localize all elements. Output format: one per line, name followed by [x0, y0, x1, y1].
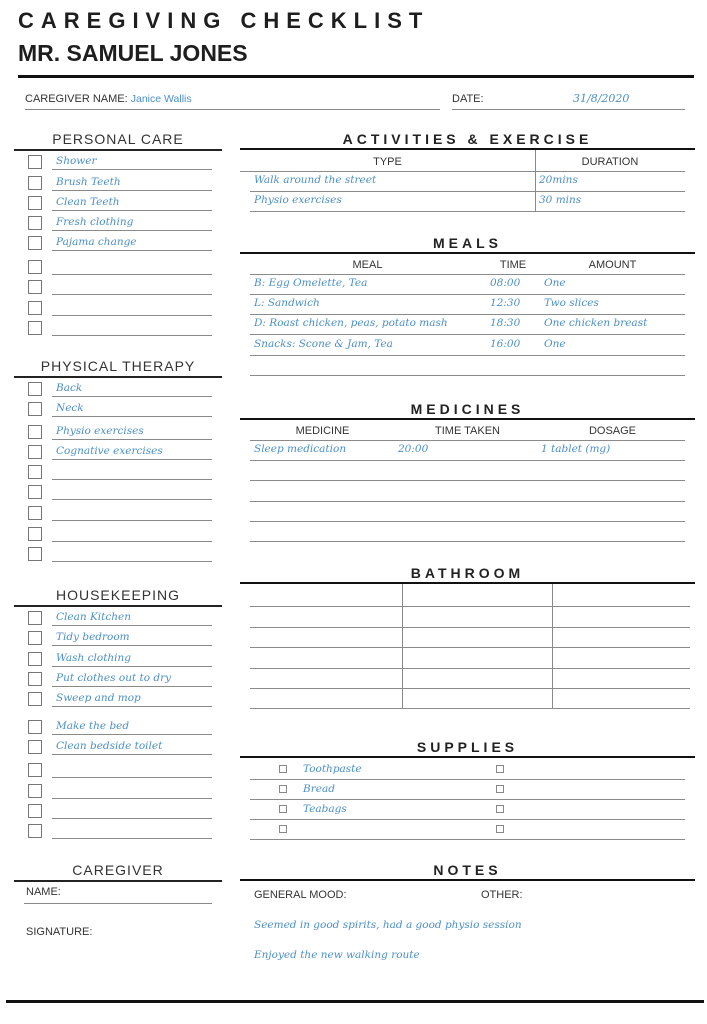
medicine-row-line: [250, 501, 685, 502]
meal-amount-cell[interactable]: One chicken breast: [544, 317, 648, 329]
housekeeping-checkbox[interactable]: [28, 692, 42, 706]
activity-type-cell[interactable]: Physio exercises: [254, 194, 342, 206]
bathroom-row-line: [250, 647, 690, 648]
physical-therapy-checkbox[interactable]: [28, 445, 42, 459]
housekeeping-item-line: [52, 838, 212, 839]
meal-row-line: [250, 375, 685, 376]
meal-row-line: [250, 294, 685, 295]
physical-therapy-item-line: [52, 499, 212, 500]
supply-item-label: Toothpaste: [303, 763, 362, 775]
footer-divider: [6, 1000, 704, 1003]
bathroom-title: BATHROOM: [410, 565, 525, 581]
physical-therapy-checkbox[interactable]: [28, 506, 42, 520]
meals-meal-header: MEAL: [352, 259, 383, 271]
personal-care-checkbox[interactable]: [28, 155, 42, 169]
activities-duration-header: DURATION: [581, 156, 639, 168]
housekeeping-item-line: [52, 754, 212, 755]
other-label: OTHER:: [481, 889, 523, 901]
personal-care-item-line: [52, 315, 212, 316]
personal-care-item-line: [52, 274, 212, 275]
supply-checkbox[interactable]: [279, 785, 287, 793]
personal-care-checkbox[interactable]: [28, 280, 42, 294]
supply-row-line: [250, 819, 685, 820]
housekeeping-item-label: Make the bed: [56, 720, 130, 732]
personal-care-item-line: [52, 335, 212, 336]
meal-time-cell[interactable]: 18:30: [490, 317, 521, 329]
medicine-row-line: [250, 460, 685, 461]
meal-time-cell[interactable]: 08:00: [490, 277, 521, 289]
meal-amount-cell[interactable]: Two slices: [544, 297, 599, 309]
caregiver-name-line: [25, 109, 440, 110]
page-title: CAREGIVING CHECKLIST: [18, 8, 430, 33]
housekeeping-checkbox[interactable]: [28, 672, 42, 686]
personal-care-checkbox[interactable]: [28, 176, 42, 190]
meals-time-header: TIME: [499, 259, 527, 271]
housekeeping-checkbox[interactable]: [28, 631, 42, 645]
personal-care-rule: [14, 149, 222, 151]
bathroom-row-line: [250, 668, 690, 669]
supply-checkbox[interactable]: [279, 825, 287, 833]
personal-care-checkbox[interactable]: [28, 216, 42, 230]
physical-therapy-item-line: [52, 416, 212, 417]
general-mood-label: GENERAL MOOD:: [254, 889, 347, 901]
signature-label: SIGNATURE:: [26, 926, 93, 938]
meal-amount-cell[interactable]: One: [544, 277, 566, 289]
personal-care-title: PERSONAL CARE: [52, 131, 184, 147]
supply-checkbox[interactable]: [496, 825, 504, 833]
housekeeping-checkbox[interactable]: [28, 652, 42, 666]
housekeeping-checkbox[interactable]: [28, 784, 42, 798]
housekeeping-item-label: Clean bedside toilet: [56, 740, 163, 752]
activity-type-cell[interactable]: Walk around the street: [254, 174, 377, 186]
activity-duration-cell[interactable]: 20mins: [539, 174, 578, 186]
supplies-title: SUPPLIES: [416, 739, 519, 755]
medicines-medicine-header: MEDICINE: [295, 425, 350, 437]
personal-care-item-label: Shower: [56, 155, 97, 167]
supply-row-line: [250, 799, 685, 800]
caregiver-name-label: CAREGIVER NAME: Janice Wallis: [25, 93, 192, 105]
meal-cell[interactable]: D: Roast chicken, peas, potato mash: [254, 317, 448, 329]
activity-row-line: [250, 191, 685, 192]
housekeeping-item-line: [52, 777, 212, 778]
physical-therapy-rule: [14, 376, 222, 378]
personal-care-item-label: Clean Teeth: [56, 196, 120, 208]
bathroom-row-line: [250, 606, 690, 607]
housekeeping-item-line: [52, 666, 212, 667]
date-line: [452, 109, 685, 110]
housekeeping-item-line: [52, 625, 212, 626]
supply-checkbox[interactable]: [279, 765, 287, 773]
date-label: DATE:: [452, 93, 484, 105]
personal-care-checkbox[interactable]: [28, 301, 42, 315]
housekeeping-item-label: Put clothes out to dry: [56, 672, 172, 684]
caregiver-rule: [14, 880, 222, 882]
housekeeping-item-line: [52, 645, 212, 646]
date-value[interactable]: 31/8/2020: [573, 92, 630, 105]
patient-name: MR. SAMUEL JONES: [18, 40, 248, 66]
housekeeping-item-line: [52, 706, 212, 707]
activities-type-header: TYPE: [373, 156, 402, 168]
medicines-dosage-header: DOSAGE: [588, 425, 637, 437]
physical-therapy-item-line: [52, 561, 212, 562]
personal-care-item-label: Fresh clothing: [56, 216, 134, 228]
personal-care-item-line: [52, 169, 212, 170]
bathroom-col-line: [552, 584, 553, 708]
physical-therapy-item-label: Back: [56, 382, 83, 394]
housekeeping-checkbox[interactable]: [28, 824, 42, 838]
physical-therapy-item-label: Neck: [56, 402, 84, 414]
meals-title: MEALS: [433, 235, 502, 251]
meal-time-cell[interactable]: 12:30: [490, 297, 521, 309]
physical-therapy-checkbox[interactable]: [28, 382, 42, 396]
physical-therapy-item-line: [52, 520, 212, 521]
housekeeping-checkbox[interactable]: [28, 740, 42, 754]
caregiver-name-value[interactable]: Janice Wallis: [130, 93, 192, 105]
activity-duration-cell[interactable]: 30 mins: [539, 194, 582, 206]
notes-line-1[interactable]: Seemed in good spirits, had a good physio session: [254, 919, 522, 931]
activities-col-divider: [535, 150, 536, 212]
bathroom-rule: [240, 582, 695, 584]
bathroom-row-line: [250, 688, 690, 689]
bathroom-row-line: [250, 708, 690, 709]
activities-header-line: [240, 171, 685, 172]
personal-care-item-line: [52, 250, 212, 251]
medicines-time-header: TIME TAKEN: [435, 425, 500, 437]
meal-amount-cell[interactable]: One: [544, 338, 566, 350]
physical-therapy-checkbox[interactable]: [28, 402, 42, 416]
supply-checkbox[interactable]: [279, 805, 287, 813]
caregiver-title: CAREGIVER: [72, 862, 164, 878]
housekeeping-title: HOUSEKEEPING: [55, 587, 181, 603]
housekeeping-item-line: [52, 818, 212, 819]
meals-amount-header: AMOUNT: [588, 259, 637, 271]
housekeeping-checkbox[interactable]: [28, 720, 42, 734]
notes-rule: [240, 879, 695, 881]
activity-row-line: [250, 211, 685, 212]
housekeeping-item-label: Wash clothing: [56, 652, 132, 664]
physical-therapy-item-line: [52, 541, 212, 542]
personal-care-checkbox[interactable]: [28, 196, 42, 210]
signoff-name-line[interactable]: [24, 903, 212, 904]
meal-row-line: [250, 314, 685, 315]
notes-line-2[interactable]: Enjoyed the new walking route: [254, 949, 420, 961]
physical-therapy-item-line: [52, 479, 212, 480]
supply-row-line: [250, 779, 685, 780]
housekeeping-item-line: [52, 734, 212, 735]
supplies-rule: [240, 756, 695, 758]
personal-care-item-line: [52, 190, 212, 191]
activities-title: ACTIVITIES & EXERCISE: [342, 131, 593, 147]
physical-therapy-checkbox[interactable]: [28, 527, 42, 541]
activities-rule: [240, 148, 695, 150]
signoff-name-label: NAME:: [26, 886, 61, 898]
personal-care-item-label: Pajama change: [56, 236, 137, 248]
meal-cell[interactable]: Snacks: Scone & Jam, Tea: [254, 338, 393, 350]
physical-therapy-checkbox[interactable]: [28, 547, 42, 561]
supply-checkbox[interactable]: [496, 785, 504, 793]
medicines-header-line: [250, 440, 685, 441]
meal-row-line: [250, 355, 685, 356]
medicine-row-line: [250, 521, 685, 522]
meal-row-line: [250, 334, 685, 335]
supply-item-label: Bread: [303, 783, 335, 795]
medicine-row-line: [250, 480, 685, 481]
medicine-cell[interactable]: Sleep medication: [254, 443, 347, 455]
supply-row-line: [250, 839, 685, 840]
notes-title: NOTES: [433, 862, 502, 878]
medicine-time-cell[interactable]: 20:00: [398, 443, 429, 455]
physical-therapy-checkbox[interactable]: [28, 425, 42, 439]
meal-time-cell[interactable]: 16:00: [490, 338, 521, 350]
bathroom-row-line: [250, 627, 690, 628]
personal-care-item-label: Brush Teeth: [56, 176, 121, 188]
personal-care-item-line: [52, 294, 212, 295]
medicine-row-line: [250, 541, 685, 542]
meal-cell[interactable]: L: Sandwich: [254, 297, 320, 309]
housekeeping-item-label: Clean Kitchen: [56, 611, 132, 623]
housekeeping-item-line: [52, 686, 212, 687]
personal-care-checkbox[interactable]: [28, 236, 42, 250]
physical-therapy-item-line: [52, 439, 212, 440]
personal-care-item-line: [52, 230, 212, 231]
housekeeping-checkbox[interactable]: [28, 763, 42, 777]
housekeeping-item-label: Tidy bedroom: [56, 631, 130, 643]
physical-therapy-title: PHYSICAL THERAPY: [40, 358, 196, 374]
physical-therapy-item-line: [52, 459, 212, 460]
supply-checkbox[interactable]: [496, 765, 504, 773]
supply-checkbox[interactable]: [496, 805, 504, 813]
medicine-dosage-cell[interactable]: 1 tablet (mg): [541, 443, 611, 455]
housekeeping-item-line: [52, 798, 212, 799]
meal-cell[interactable]: B: Egg Omelette, Tea: [254, 277, 368, 289]
meals-rule: [240, 252, 695, 254]
physical-therapy-item-line: [52, 396, 212, 397]
meals-header-line: [250, 274, 685, 275]
housekeeping-checkbox[interactable]: [28, 804, 42, 818]
personal-care-checkbox[interactable]: [28, 260, 42, 274]
personal-care-item-line: [52, 210, 212, 211]
physical-therapy-item-label: Cognative exercises: [56, 445, 163, 457]
physical-therapy-checkbox[interactable]: [28, 465, 42, 479]
medicines-rule: [240, 418, 695, 420]
housekeeping-item-label: Sweep and mop: [56, 692, 141, 704]
medicines-title: MEDICINES: [410, 401, 525, 417]
housekeeping-rule: [14, 605, 222, 607]
physical-therapy-item-label: Physio exercises: [56, 425, 144, 437]
physical-therapy-checkbox[interactable]: [28, 485, 42, 499]
bathroom-col-line: [402, 584, 403, 708]
personal-care-checkbox[interactable]: [28, 321, 42, 335]
supply-item-label: Teabags: [303, 803, 347, 815]
housekeeping-checkbox[interactable]: [28, 611, 42, 625]
header-divider: [18, 75, 694, 78]
